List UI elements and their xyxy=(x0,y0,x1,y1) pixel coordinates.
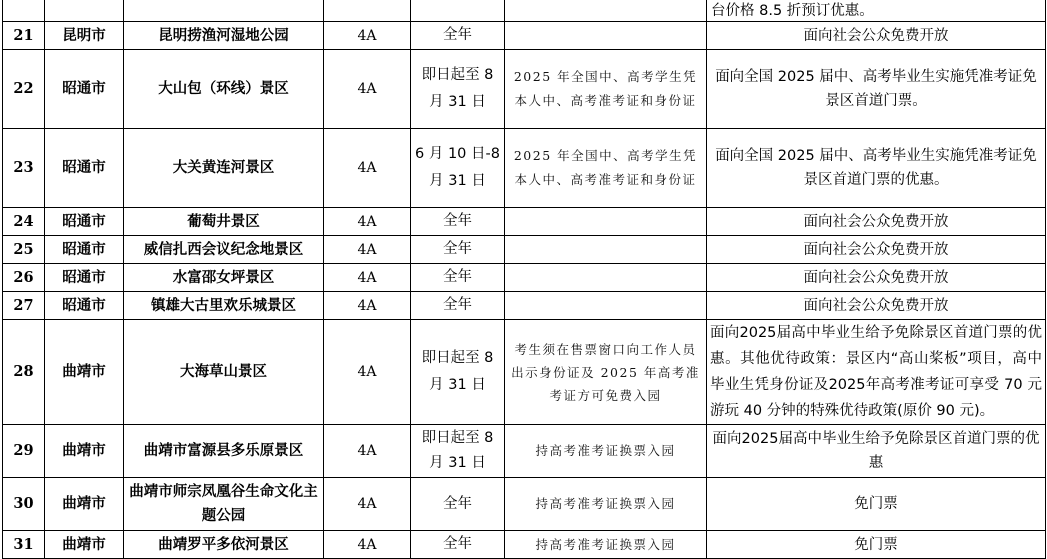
cell-period: 全年 xyxy=(411,22,505,50)
cell-level: 4A xyxy=(324,264,411,292)
cell-req xyxy=(505,292,707,320)
cell-policy: 面向2025届高中毕业生给予免除景区首道门票的优惠。其他优待政策：景区内“高山桨板”项目，高中毕业生凭身份证及2025年高考准考证可享受 70 元游玩 40 分钟的特殊优待政策(原价 90 元)。 xyxy=(707,320,1046,425)
cell-no: 21 xyxy=(3,22,45,50)
cell-period: 全年 xyxy=(411,236,505,264)
cell-req: 持高考准考证换票入园 xyxy=(505,478,707,531)
cell-no: 31 xyxy=(3,531,45,559)
cell-name: 大山包（环线）景区 xyxy=(124,50,324,129)
cell-level: 4A xyxy=(324,22,411,50)
cell-level: 4A xyxy=(324,531,411,559)
cell-city: 曲靖市 xyxy=(45,320,124,425)
cell-city: 昭通市 xyxy=(45,264,124,292)
cell-period: 6 月 10 日-8 月 31 日 xyxy=(411,129,505,208)
cell-period xyxy=(411,0,505,22)
cell-name: 曲靖市师宗凤凰谷生命文化主题公园 xyxy=(124,478,324,531)
cell-city: 曲靖市 xyxy=(45,478,124,531)
cell-city: 昆明市 xyxy=(45,22,124,50)
table-row xyxy=(3,478,1046,531)
scenic-spot-discount-table xyxy=(2,0,1046,559)
cell-level: 4A xyxy=(324,236,411,264)
cell-level: 4A xyxy=(324,129,411,208)
cell-req xyxy=(505,22,707,50)
cell-req xyxy=(505,264,707,292)
cell-city: 曲靖市 xyxy=(45,531,124,559)
cell-no: 25 xyxy=(3,236,45,264)
cell-period: 全年 xyxy=(411,478,505,531)
cell-name: 葡萄井景区 xyxy=(124,208,324,236)
cell-city: 昭通市 xyxy=(45,292,124,320)
cell-level xyxy=(324,0,411,22)
cell-period: 全年 xyxy=(411,264,505,292)
cell-city: 昭通市 xyxy=(45,208,124,236)
table-row xyxy=(3,50,1046,129)
cell-name xyxy=(124,0,324,22)
table-row xyxy=(3,208,1046,236)
cell-req: 2025 年全国中、高考学生凭本人中、高考准考证和身份证 xyxy=(505,129,707,208)
table-row xyxy=(3,129,1046,208)
cell-city: 曲靖市 xyxy=(45,425,124,478)
cell-period: 即日起至 8 月 31 日 xyxy=(411,50,505,129)
cell-policy: 免门票 xyxy=(707,531,1046,559)
cell-period: 全年 xyxy=(411,531,505,559)
cell-policy: 台价格 8.5 折预订优惠。 xyxy=(707,0,1046,22)
cell-level: 4A xyxy=(324,208,411,236)
cell-level: 4A xyxy=(324,50,411,129)
cell-req: 持高考准考证换票入园 xyxy=(505,425,707,478)
cell-period: 全年 xyxy=(411,208,505,236)
cell-level: 4A xyxy=(324,292,411,320)
cell-policy: 免门票 xyxy=(707,478,1046,531)
cell-name: 威信扎西会议纪念地景区 xyxy=(124,236,324,264)
cell-policy: 面向社会公众免费开放 xyxy=(707,208,1046,236)
cell-period: 即日起至 8 月 31 日 xyxy=(411,320,505,425)
cell-city xyxy=(45,0,124,22)
cell-level: 4A xyxy=(324,425,411,478)
cell-name: 镇雄大古里欢乐城景区 xyxy=(124,292,324,320)
cell-policy: 面向2025届高中毕业生给予免除景区首道门票的优惠 xyxy=(707,425,1046,478)
cell-no xyxy=(3,0,45,22)
cell-policy: 面向社会公众免费开放 xyxy=(707,292,1046,320)
cell-period: 即日起至 8 月 31 日 xyxy=(411,425,505,478)
cell-level: 4A xyxy=(324,478,411,531)
cell-period: 全年 xyxy=(411,292,505,320)
cell-no: 27 xyxy=(3,292,45,320)
cell-req: 2025 年全国中、高考学生凭本人中、高考准考证和身份证 xyxy=(505,50,707,129)
cell-name: 水富邵女坪景区 xyxy=(124,264,324,292)
cell-no: 23 xyxy=(3,129,45,208)
cell-no: 30 xyxy=(3,478,45,531)
cell-city: 昭通市 xyxy=(45,50,124,129)
table-row xyxy=(3,531,1046,559)
cell-req xyxy=(505,208,707,236)
cell-no: 26 xyxy=(3,264,45,292)
table-row xyxy=(3,236,1046,264)
cell-policy: 面向社会公众免费开放 xyxy=(707,22,1046,50)
cell-policy: 面向全国 2025 届中、高考毕业生实施凭准考证免景区首道门票的优惠。 xyxy=(707,129,1046,208)
cell-name: 大关黄连河景区 xyxy=(124,129,324,208)
table-row xyxy=(3,425,1046,478)
cell-name: 曲靖市富源县多乐原景区 xyxy=(124,425,324,478)
cell-no: 28 xyxy=(3,320,45,425)
cell-name: 大海草山景区 xyxy=(124,320,324,425)
table-row-fragment xyxy=(3,0,1046,22)
cell-no: 24 xyxy=(3,208,45,236)
table-row xyxy=(3,264,1046,292)
cell-policy: 面向社会公众免费开放 xyxy=(707,264,1046,292)
cell-policy: 面向全国 2025 届中、高考毕业生实施凭准考证免景区首道门票。 xyxy=(707,50,1046,129)
cell-level: 4A xyxy=(324,320,411,425)
cell-policy: 面向社会公众免费开放 xyxy=(707,236,1046,264)
cell-name: 昆明捞渔河湿地公园 xyxy=(124,22,324,50)
cell-no: 29 xyxy=(3,425,45,478)
table-row xyxy=(3,320,1046,425)
table-row xyxy=(3,22,1046,50)
table-row xyxy=(3,292,1046,320)
cell-name: 曲靖罗平多依河景区 xyxy=(124,531,324,559)
cell-req xyxy=(505,236,707,264)
cell-city: 昭通市 xyxy=(45,236,124,264)
cell-req: 考生须在售票窗口向工作人员出示身份证及 2025 年高考准考证方可免费入园 xyxy=(505,320,707,425)
cell-req: 持高考准考证换票入园 xyxy=(505,531,707,559)
cell-city: 昭通市 xyxy=(45,129,124,208)
cell-no: 22 xyxy=(3,50,45,129)
cell-req xyxy=(505,0,707,22)
